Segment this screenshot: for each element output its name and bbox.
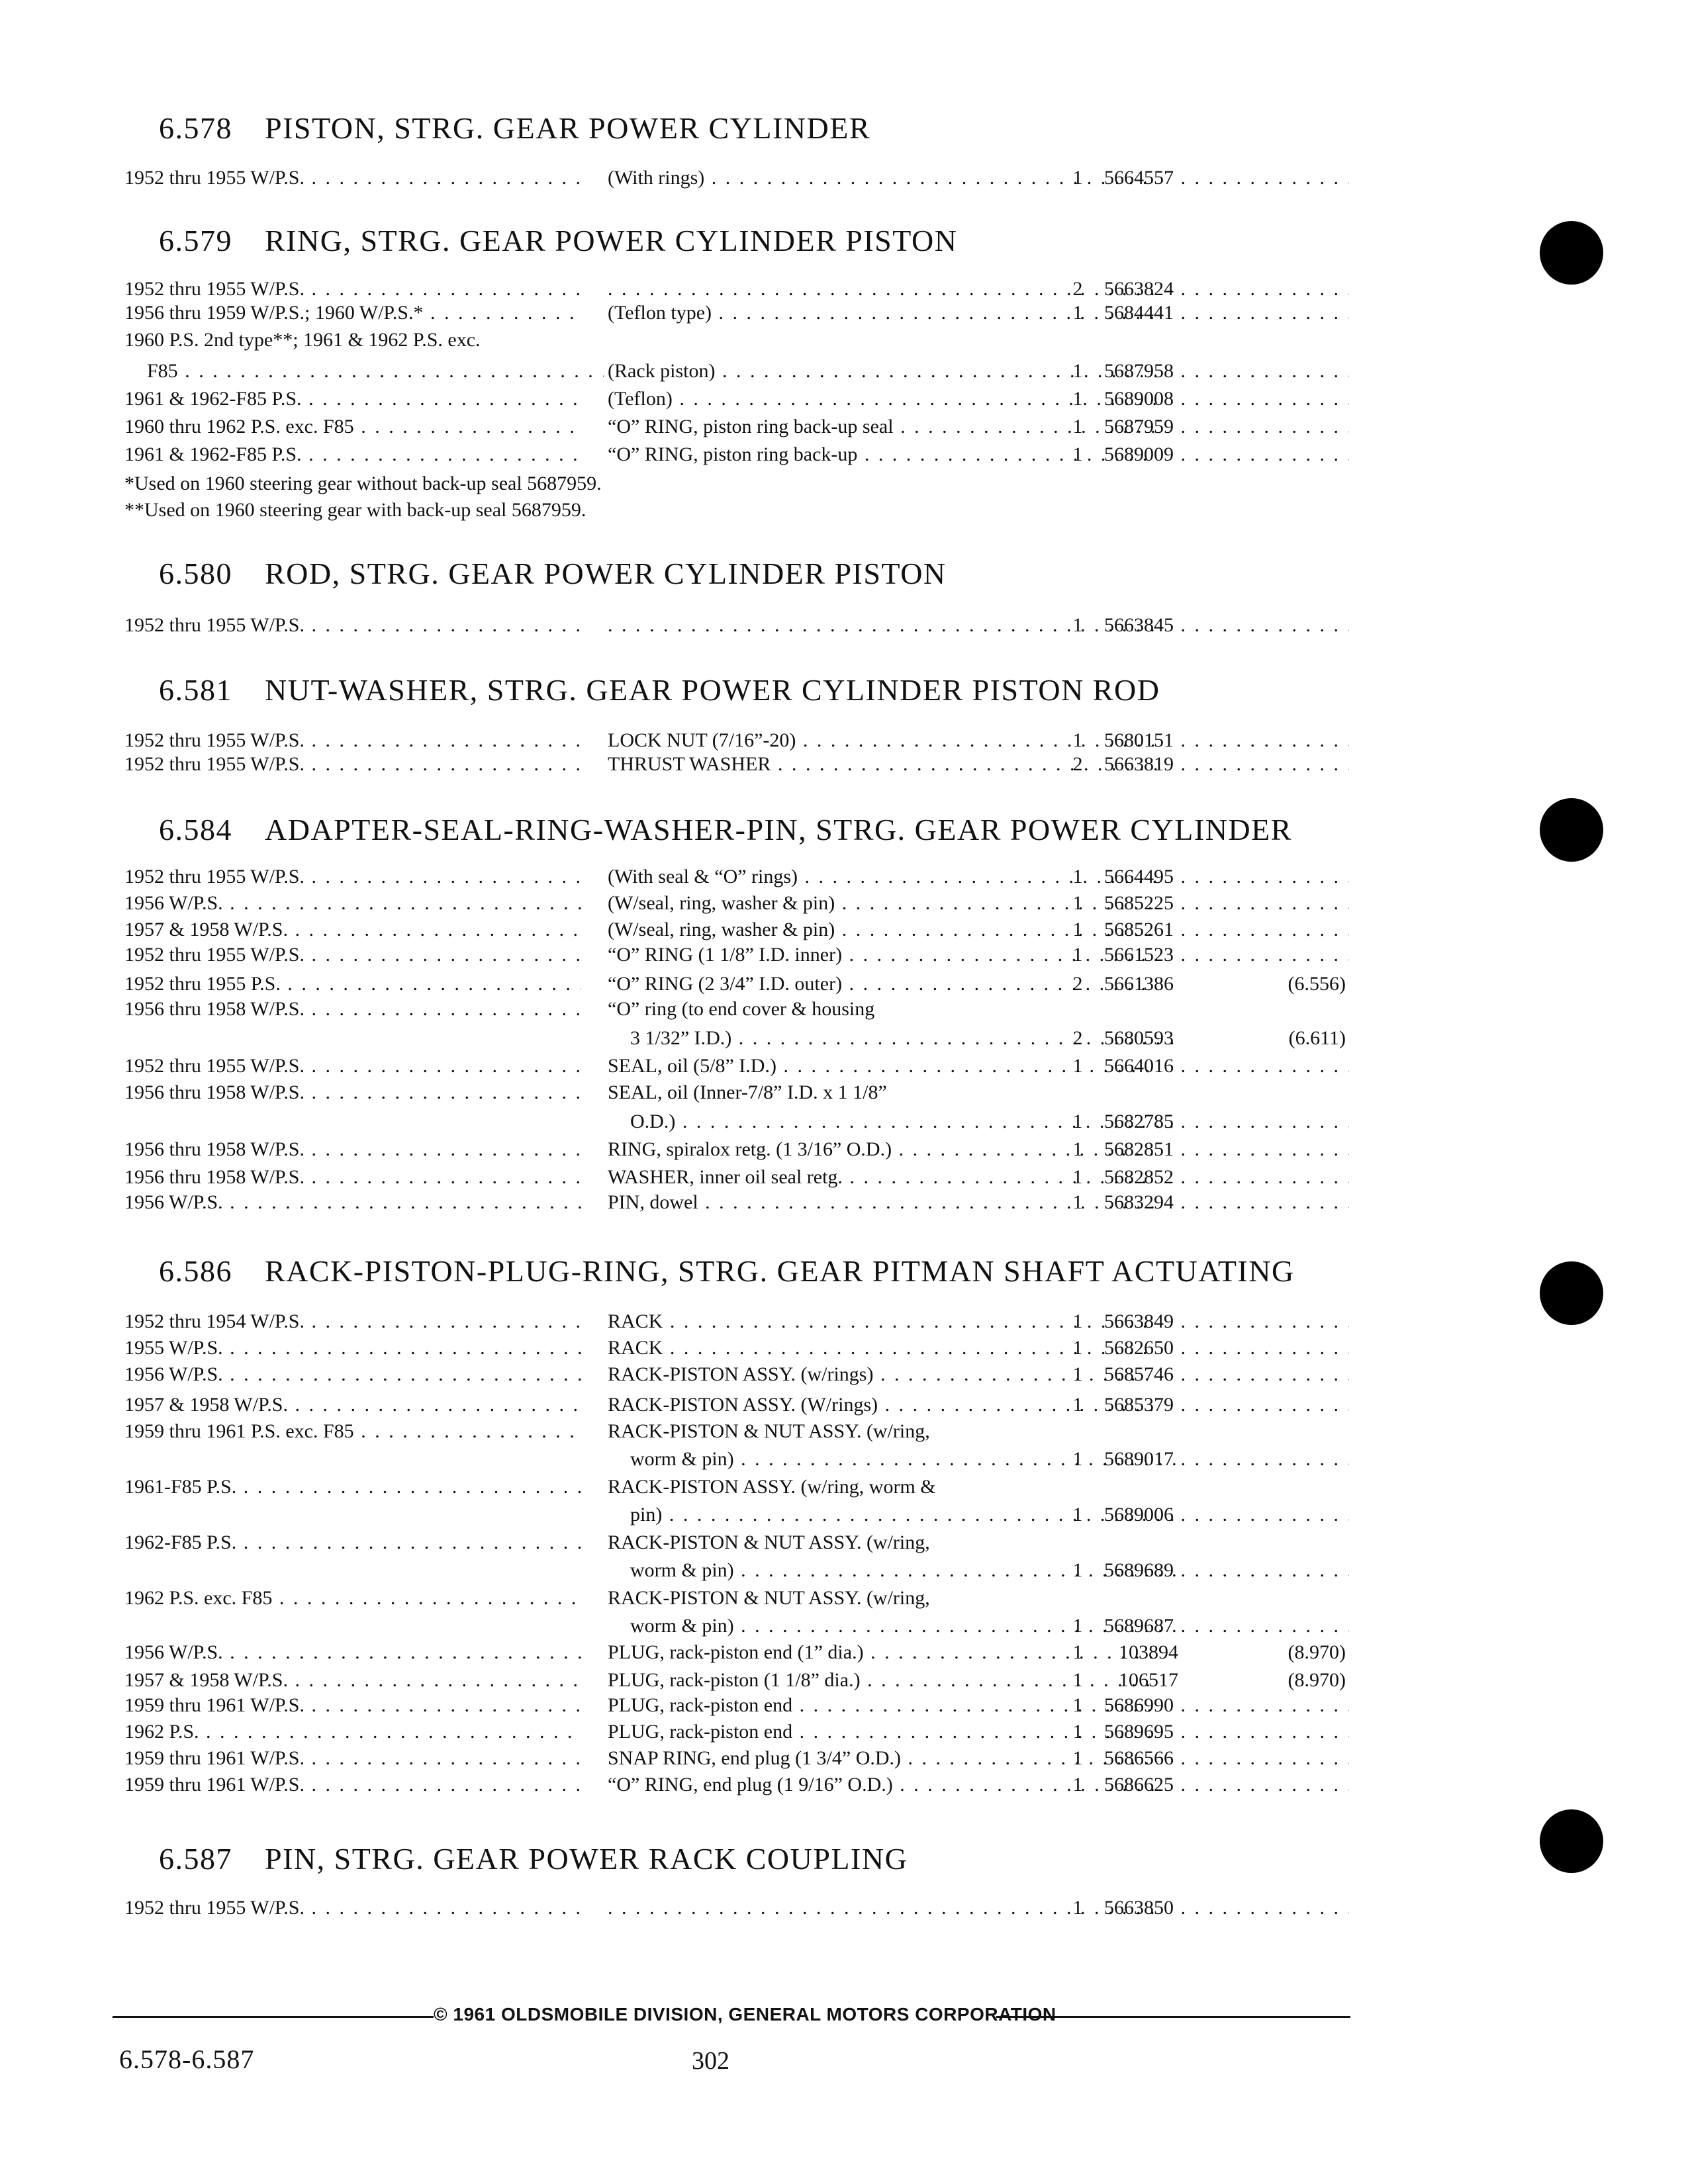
application: 1952 thru 1955 W/P.S. . . . xyxy=(124,167,581,189)
cross-reference: (6.556) xyxy=(1288,973,1346,995)
quantity: 1 xyxy=(1072,1669,1083,1691)
application: 1956 thru 1958 W/P.S. . . . xyxy=(124,998,581,1021)
quantity: 1 xyxy=(1072,1694,1083,1716)
part-number: 5685379 . . . xyxy=(1104,1394,1349,1416)
parts-row xyxy=(124,1191,1346,1219)
application: 1957 & 1958 W/P.S. . . . xyxy=(124,1394,581,1416)
part-number: 5680593 xyxy=(1104,1027,1174,1049)
part-number: 103894 xyxy=(1119,1641,1178,1663)
part-number: 5682650 . . . xyxy=(1104,1337,1349,1359)
quantity: 1 xyxy=(1072,1363,1083,1385)
description: “O” ring (to end cover & housing xyxy=(608,998,875,1020)
part-number: 5684441 . . . xyxy=(1104,302,1349,324)
quantity: 1 xyxy=(1072,416,1083,437)
application: 1956 W/P.S. . . . xyxy=(124,1191,581,1214)
description: (W/seal, ring, washer & pin) . . . xyxy=(608,919,1157,941)
application: 1960 P.S. 2nd type**; 1961 & 1962 P.S. exc. xyxy=(124,329,481,351)
parts-row xyxy=(124,1774,1346,1801)
parts-row xyxy=(124,388,1346,416)
application: 1962 P.S. . . . xyxy=(124,1721,581,1743)
part-number: 5663850 . . . xyxy=(1104,1897,1349,1919)
description: “O” RING, piston ring back-up seal . . . xyxy=(608,416,1157,438)
application: 1955 W/P.S. . . . xyxy=(124,1337,581,1359)
parts-row xyxy=(124,1531,1346,1559)
application: 1959 thru 1961 W/P.S. . . . xyxy=(124,1747,581,1770)
description: RACK . . . xyxy=(608,1310,1157,1333)
part-number: 5685261 . . . xyxy=(1104,919,1349,941)
quantity: 1 xyxy=(1072,1111,1083,1132)
description: 3 1/32” I.D.) . . . xyxy=(608,1027,1180,1050)
section-title xyxy=(159,1253,1295,1289)
description: PLUG, rack-piston end . . . xyxy=(608,1721,1157,1743)
quantity: 1 xyxy=(1072,1897,1083,1919)
application: 1962 P.S. exc. F85 . . . xyxy=(124,1587,581,1610)
application: 1952 thru 1955 W/P.S. . . . xyxy=(124,1897,581,1919)
footnote: **Used on 1960 steering gear with back-up seal 5687959. xyxy=(124,499,586,521)
description: “O” RING, piston ring back-up . . . xyxy=(608,443,1157,466)
application: 1956 W/P.S. . . . xyxy=(124,892,581,915)
part-number: 5686990 . . . xyxy=(1104,1694,1349,1717)
parts-row xyxy=(124,1747,1346,1775)
application: 1959 thru 1961 W/P.S. . . . xyxy=(124,1774,581,1796)
quantity: 1 xyxy=(1072,1721,1083,1743)
section-heading: ROD, STRG. GEAR POWER CYLINDER PISTON xyxy=(265,557,947,590)
quantity: 1 xyxy=(1072,1641,1083,1663)
description: RACK-PISTON ASSY. (w/ring, worm & xyxy=(608,1476,936,1498)
binder-hole-3 xyxy=(1540,1261,1603,1325)
application: 1961-F85 P.S. . . . xyxy=(124,1476,581,1498)
description: “O” RING (1 1/8” I.D. inner) . . . xyxy=(608,944,1157,966)
description: “O” RING, end plug (1 9/16” O.D.) . . . xyxy=(608,1774,1157,1796)
application: 1952 thru 1955 W/P.S. . . . xyxy=(124,614,581,637)
binder-hole-2 xyxy=(1540,798,1603,862)
quantity: 1 xyxy=(1072,1394,1083,1416)
description: (Rack piston) . . . xyxy=(608,360,1157,383)
footnote: *Used on 1960 steering gear without back-up seal 5687959. xyxy=(124,473,602,494)
part-number: 5685225 . . . xyxy=(1104,892,1349,915)
section-range: 6.578-6.587 xyxy=(119,2044,255,2074)
description: (Teflon) . . . xyxy=(608,388,1157,410)
application: 1956 thru 1958 W/P.S. . . . xyxy=(124,1138,581,1161)
part-number: 5663819 . . . xyxy=(1104,753,1349,776)
description: RACK-PISTON ASSY. (W/rings) . . . xyxy=(608,1394,1157,1416)
application: 1956 W/P.S. . . . xyxy=(124,1641,581,1664)
section-heading: RING, STRG. GEAR POWER CYLINDER PISTON xyxy=(265,224,958,257)
parts-row xyxy=(124,1055,1346,1083)
parts-row xyxy=(124,973,1346,1001)
quantity: 1 xyxy=(1072,1166,1083,1188)
quantity: 2 xyxy=(1072,278,1083,300)
parts-row xyxy=(124,1559,1346,1587)
parts-row xyxy=(124,1615,1346,1643)
application: 1957 & 1958 W/P.S. . . . xyxy=(124,919,581,941)
parts-row xyxy=(124,1897,1346,1925)
part-number: 5663845 . . . xyxy=(1104,614,1349,637)
section-number: 6.578 xyxy=(159,111,232,145)
description: O.D.) . . . xyxy=(608,1111,1180,1133)
part-number: 5689008 . . . xyxy=(1104,388,1349,410)
part-number: 5689695 . . . xyxy=(1104,1721,1349,1743)
description: RACK . . . xyxy=(608,1337,1157,1359)
section-number: 6.580 xyxy=(159,557,232,590)
parts-row xyxy=(124,1694,1346,1722)
application: 1952 thru 1954 W/P.S. . . . xyxy=(124,1310,581,1333)
application: 1952 thru 1955 W/P.S. . . . xyxy=(124,729,581,752)
parts-row xyxy=(124,1337,1346,1365)
part-number: 5683294 . . . xyxy=(1104,1191,1349,1214)
parts-row xyxy=(124,1448,1346,1476)
description: PLUG, rack-piston (1 1/8” dia.) . . . xyxy=(608,1669,1157,1692)
parts-row xyxy=(124,416,1346,443)
parts-row xyxy=(124,1138,1346,1166)
section-number: 6.579 xyxy=(159,224,232,257)
parts-row xyxy=(124,866,1346,893)
parts-row xyxy=(124,1111,1346,1138)
part-number: 5689006 . . . xyxy=(1104,1504,1349,1526)
copyright-notice: © 1961 OLDSMOBILE DIVISION, GENERAL MOTORS CORPORATION xyxy=(434,2004,1056,2025)
part-number: 5689009 . . . xyxy=(1104,443,1349,466)
description: RACK-PISTON & NUT ASSY. (w/ring, xyxy=(608,1587,930,1609)
parts-row xyxy=(124,1081,1346,1109)
part-number: 5689689 . . . xyxy=(1104,1559,1349,1582)
parts-row xyxy=(124,1027,1346,1055)
parts-row xyxy=(124,614,1346,642)
part-number: 106517 xyxy=(1119,1669,1178,1691)
parts-row xyxy=(124,919,1346,946)
cross-reference: (6.611) xyxy=(1288,1027,1346,1049)
section-title xyxy=(159,223,957,258)
quantity: 1 xyxy=(1072,1504,1083,1525)
description: PIN, dowel . . . xyxy=(608,1191,1157,1214)
part-number: 5664557 . . . xyxy=(1104,167,1349,189)
section-heading: PISTON, STRG. GEAR POWER CYLINDER xyxy=(265,111,871,145)
quantity: 1 xyxy=(1072,919,1083,940)
part-number: 5686625 . . . xyxy=(1104,1774,1349,1796)
description: pin) . . . xyxy=(608,1504,1180,1526)
section-title xyxy=(159,672,1160,707)
part-number: 5663824 . . . xyxy=(1104,278,1349,300)
parts-row xyxy=(124,302,1346,330)
quantity: 1 xyxy=(1072,1055,1083,1077)
part-number: 5664495 . . . xyxy=(1104,866,1349,888)
parts-row xyxy=(124,1587,1346,1615)
quantity: 1 xyxy=(1072,1774,1083,1796)
description: (With seal & “O” rings) . . . xyxy=(608,866,1157,888)
part-number: 5687959 . . . xyxy=(1104,416,1349,438)
quantity: 1 xyxy=(1072,360,1083,382)
quantity: 1 xyxy=(1072,944,1083,966)
application: 1959 thru 1961 W/P.S. . . . xyxy=(124,1694,581,1717)
parts-row xyxy=(124,443,1346,471)
parts-row xyxy=(124,1641,1346,1669)
quantity: 1 xyxy=(1072,302,1083,324)
quantity: 1 xyxy=(1072,1191,1083,1213)
parts-row xyxy=(124,1166,1346,1194)
quantity: 2 xyxy=(1072,973,1083,995)
binder-hole-1 xyxy=(1540,221,1603,285)
page-number: 302 xyxy=(692,2047,729,2075)
part-number: 5689687 . . . xyxy=(1104,1615,1349,1637)
application: 1956 thru 1959 W/P.S.; 1960 W/P.S.* . . . xyxy=(124,302,581,324)
application: 1956 thru 1958 W/P.S. . . . xyxy=(124,1081,581,1104)
parts-row xyxy=(124,1476,1346,1504)
section-title xyxy=(159,812,1292,847)
quantity: 1 xyxy=(1072,614,1083,636)
part-number: 5663849 . . . xyxy=(1104,1310,1349,1333)
parts-row xyxy=(124,360,1346,388)
description: SEAL, oil (5/8” I.D.) . . . xyxy=(608,1055,1157,1077)
description: (Teflon type) . . . xyxy=(608,302,1157,324)
application: 1952 thru 1955 P.S. . . . xyxy=(124,973,581,995)
part-number: 5689017 . . . xyxy=(1104,1448,1349,1471)
parts-row xyxy=(124,753,1346,781)
application: 1952 thru 1955 W/P.S. . . . xyxy=(124,1055,581,1077)
parts-row xyxy=(124,1504,1346,1531)
section-heading: RACK-PISTON-PLUG-RING, STRG. GEAR PITMAN SHAFT ACTUATING xyxy=(265,1254,1295,1288)
description: (With rings) . . . xyxy=(608,167,1157,189)
application: 1952 thru 1955 W/P.S. . . . xyxy=(124,866,581,888)
quantity: 1 xyxy=(1072,866,1083,887)
quantity: 1 xyxy=(1072,1337,1083,1359)
application: 1961 & 1962-F85 P.S. . . . xyxy=(124,443,581,466)
description: RACK-PISTON & NUT ASSY. (w/ring, xyxy=(608,1531,930,1553)
description: (W/seal, ring, washer & pin) . . . xyxy=(608,892,1157,915)
quantity: 1 xyxy=(1072,1448,1083,1470)
application: 1961 & 1962-F85 P.S. . . . xyxy=(124,388,581,410)
section-number: 6.584 xyxy=(159,813,232,846)
part-number: 5661523 . . . xyxy=(1104,944,1349,966)
section-title xyxy=(159,1841,908,1876)
parts-row xyxy=(124,892,1346,920)
quantity: 1 xyxy=(1072,388,1083,410)
description: PLUG, rack-piston end . . . xyxy=(608,1694,1157,1717)
quantity: 1 xyxy=(1072,1138,1083,1160)
part-number: 5682852 . . . xyxy=(1104,1166,1349,1189)
application: 1952 thru 1955 W/P.S. . . . xyxy=(124,944,581,966)
application: 1956 W/P.S. . . . xyxy=(124,1363,581,1386)
quantity: 2 xyxy=(1072,753,1083,775)
description: worm & pin) . . . xyxy=(608,1448,1180,1471)
part-number: 5664016 . . . xyxy=(1104,1055,1349,1077)
section-number: 6.587 xyxy=(159,1842,232,1876)
description: “O” RING (2 3/4” I.D. outer) . . . xyxy=(608,973,1157,995)
description: worm & pin) . . . xyxy=(608,1615,1180,1637)
description: RING, spiralox retg. (1 3/16” O.D.) . . . xyxy=(608,1138,1157,1161)
description: SNAP RING, end plug (1 3/4” O.D.) . . . xyxy=(608,1747,1157,1770)
section-heading: PIN, STRG. GEAR POWER RACK COUPLING xyxy=(265,1842,908,1876)
section-heading: NUT-WASHER, STRG. GEAR POWER CYLINDER PISTON ROD xyxy=(265,673,1160,707)
application: 1956 thru 1958 W/P.S. . . . xyxy=(124,1166,581,1189)
part-number: 5685746 . . . xyxy=(1104,1363,1349,1386)
parts-row xyxy=(124,1420,1346,1448)
description: SEAL, oil (Inner-7/8” I.D. x 1 1/8” xyxy=(608,1081,887,1103)
section-number: 6.581 xyxy=(159,673,232,707)
section-number: 6.586 xyxy=(159,1254,232,1288)
application: F85 . . . xyxy=(124,360,604,383)
part-number: 5682851 . . . xyxy=(1104,1138,1349,1161)
description: RACK-PISTON ASSY. (w/rings) . . . xyxy=(608,1363,1157,1386)
parts-row xyxy=(124,1310,1346,1338)
parts-row xyxy=(124,1669,1346,1697)
quantity: 1 xyxy=(1072,1310,1083,1332)
application: 1957 & 1958 W/P.S. . . . xyxy=(124,1669,581,1692)
quantity: 1 xyxy=(1072,1615,1083,1637)
part-number: 5686566 . . . xyxy=(1104,1747,1349,1770)
section-title xyxy=(159,111,870,146)
parts-row xyxy=(124,1363,1346,1391)
section-heading: ADAPTER-SEAL-RING-WASHER-PIN, STRG. GEAR POWER CYLINDER xyxy=(265,813,1292,846)
quantity: 1 xyxy=(1072,892,1083,914)
quantity: 1 xyxy=(1072,167,1083,189)
description: worm & pin) . . . xyxy=(608,1559,1180,1582)
parts-row xyxy=(124,167,1346,195)
description: PLUG, rack-piston end (1” dia.) . . . xyxy=(608,1641,1157,1664)
parts-row xyxy=(124,944,1346,972)
part-number: 5682785 . . . xyxy=(1104,1111,1349,1133)
description: THRUST WASHER . . . xyxy=(608,753,1157,776)
parts-row xyxy=(124,1394,1346,1422)
parts-row xyxy=(124,998,1346,1026)
cross-reference: (8.970) xyxy=(1288,1669,1346,1691)
parts-row xyxy=(124,329,1346,357)
quantity: 1 xyxy=(1072,1747,1083,1769)
application: 1952 thru 1955 W/P.S. . . . xyxy=(124,278,581,300)
application: 1960 thru 1962 P.S. exc. F85 . . . xyxy=(124,416,581,438)
application: 1959 thru 1961 P.S. exc. F85 . . . xyxy=(124,1420,581,1443)
description: RACK-PISTON & NUT ASSY. (w/ring, xyxy=(608,1420,930,1442)
quantity: 2 xyxy=(1072,1027,1083,1049)
section-title xyxy=(159,556,947,591)
part-number: 5661386 xyxy=(1104,973,1174,995)
cross-reference: (8.970) xyxy=(1288,1641,1346,1663)
quantity: 1 xyxy=(1072,729,1083,751)
description: WASHER, inner oil seal retg. . . . xyxy=(608,1166,1157,1189)
application: 1952 thru 1955 W/P.S. . . . xyxy=(124,753,581,776)
part-number: 5687958 . . . xyxy=(1104,360,1349,383)
parts-row xyxy=(124,1721,1346,1749)
application: 1962-F85 P.S. . . . xyxy=(124,1531,581,1554)
quantity: 1 xyxy=(1072,1559,1083,1581)
binder-hole-4 xyxy=(1540,1809,1603,1873)
part-number: 5680151 . . . xyxy=(1104,729,1349,752)
description: LOCK NUT (7/16”-20) . . . xyxy=(608,729,1157,752)
quantity: 1 xyxy=(1072,443,1083,465)
